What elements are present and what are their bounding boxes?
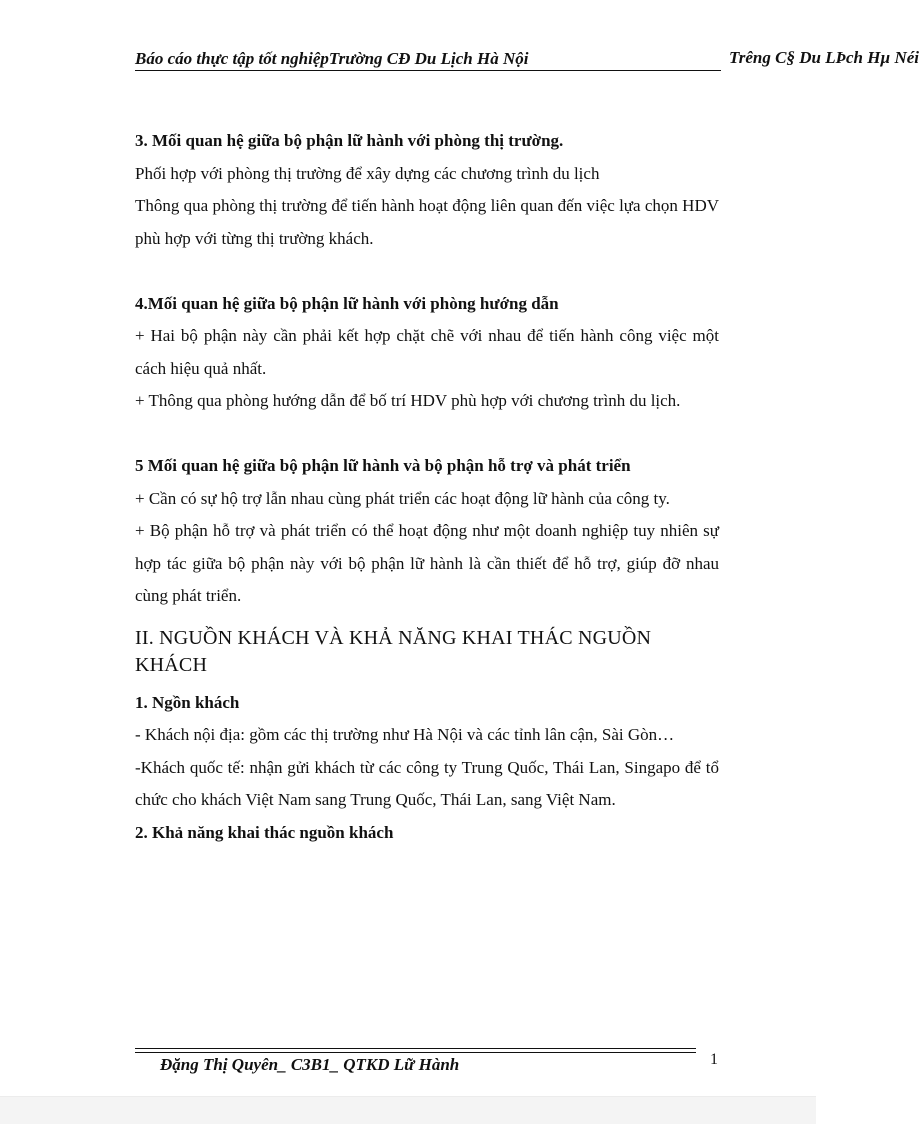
subsection-2-1-paragraph-1: - Khách nội địa: gồm các thị trường như Hà Nội và các tỉnh lân cận, Sài Gòn…: [135, 725, 675, 744]
page-number: 1: [710, 1051, 718, 1068]
section-3-paragraph-1: Phối hợp với phòng thị trường để xây dựng các chương trình du lịch: [135, 163, 600, 183]
section-5-heading: 5 Mối quan hệ giữa bộ phận lữ hành và bộ phận hỗ trợ và phát triển: [135, 456, 631, 475]
chapter-2-heading: II. NGUỒN KHÁCH VÀ KHẢ NĂNG KHAI THÁC NGUỒN KHÁCH: [135, 626, 652, 676]
section-4-paragraph-1: + Hai bộ phận này cần phải kết hợp chặt chẽ với nhau để tiến hành công việc một cách hiệu quả nhất.: [135, 326, 719, 378]
header-school: Trêng C§ Du LÞch Hµ Néi: [729, 48, 919, 67]
section-5-paragraph-1: + Cần có sự hộ trợ lẫn nhau cùng phát triển các hoạt động lữ hành của công ty.: [135, 488, 670, 508]
section-3-paragraph-2: Thông qua phòng thị trường để tiến hành hoạt động liên quan đến việc lựa chọn HDV phù hợp với từng thị trường khách.: [135, 196, 719, 248]
subsection-2-1-heading: 1. Ngồn khách: [135, 692, 240, 712]
section-5-paragraph-2: + Bộ phận hỗ trợ và phát triển có thể hoạt động như một doanh nghiệp tuy nhiên sự hợp tác giữa bộ phận này với bộ phận lữ hành là cần thiết để hỗ trợ, giúp đỡ nhau cùng phát triển.: [135, 521, 719, 605]
section-3-heading: 3. Mối quan hệ giữa bộ phận lữ hành với phòng thị trường.: [135, 131, 564, 150]
page-header: [135, 46, 919, 74]
footer-double-rule: [135, 1048, 696, 1053]
page-bottom-edge: [0, 1096, 816, 1124]
subsection-2-2-heading: 2. Khả năng khai thác nguồn khách: [135, 822, 394, 842]
section-4-paragraph-2: + Thông qua phòng hướng dẫn để bố trí HDV phù hợp với chương trình du lịch.: [135, 391, 681, 410]
section-4-heading: 4.Mối quan hệ giữa bộ phận lữ hành với phòng hướng dẫn: [135, 293, 559, 313]
header-title: Báo cáo thực tập tốt nghiệpTrường CĐ Du Lịch Hà Nội: [135, 49, 529, 68]
document-body: [135, 125, 719, 849]
header-rule: [135, 70, 721, 71]
blank-line: [135, 255, 719, 288]
footer-author: Đặng Thị Quyên_ C3B1_ QTKD Lữ Hành: [160, 1055, 460, 1074]
blank-line: [135, 418, 719, 451]
subsection-2-1-paragraph-2: -Khách quốc tế: nhận gửi khách từ các công ty Trung Quốc, Thái Lan, Singapo để tổ chức cho khách Việt Nam sang Trung Quốc, Thái Lan, sang Việt Nam.: [135, 757, 719, 809]
